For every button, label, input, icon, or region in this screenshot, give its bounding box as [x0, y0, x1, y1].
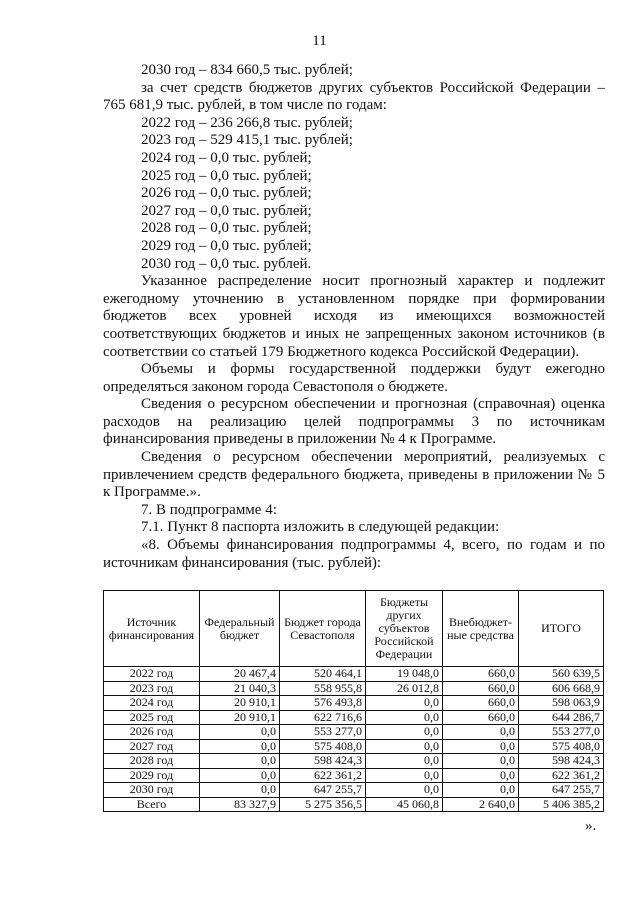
table-row	[104, 681, 604, 696]
value-cell: 560 639,5	[519, 667, 604, 682]
value-cell: 21 040,3	[200, 681, 280, 696]
value-cell: 558 955,8	[280, 681, 366, 696]
value-cell: 553 277,0	[280, 725, 366, 740]
value-cell: 0,0	[443, 754, 519, 769]
value-cell: 598 063,9	[519, 696, 604, 711]
row-label-cell: 2030 год	[104, 783, 200, 798]
paragraph: Сведения о ресурсном обеспечении мероприятий, реализуемых с привлечением средств федерального бюджета, приведены в приложении № 5 к Программе.».	[103, 449, 605, 501]
value-cell: 575 408,0	[280, 739, 366, 754]
row-label-cell: 2023 год	[104, 681, 200, 696]
table-row	[104, 754, 604, 769]
column-header: Федеральный бюджет	[200, 591, 280, 667]
value-cell: 0,0	[443, 783, 519, 798]
paragraph: 2027 год – 0,0 тыс. рублей;	[141, 202, 312, 219]
row-label-cell: 2027 год	[104, 739, 200, 754]
value-cell: 0,0	[443, 768, 519, 783]
value-cell: 0,0	[366, 710, 443, 725]
paragraph: Сведения о ресурсном обеспечении и прогнозная (справочная) оценка расходов на реализацию целей подпрограммы 3 по источникам финансирования приведены в приложении № 4 к Программе.	[103, 396, 605, 448]
paragraph: 2026 год – 0,0 тыс. рублей;	[141, 185, 312, 202]
value-cell: 0,0	[443, 739, 519, 754]
paragraph: «8. Объемы финансирования подпрограммы 4, всего, по годам и по источникам финансирования (тыс. рублей):	[103, 537, 605, 571]
row-label-cell: 2028 год	[104, 754, 200, 769]
value-cell: 606 668,9	[519, 681, 604, 696]
value-cell: 0,0	[200, 754, 280, 769]
row-label-cell: 2024 год	[104, 696, 200, 711]
value-cell: 0,0	[200, 739, 280, 754]
value-cell: 0,0	[366, 754, 443, 769]
row-label-cell: 2025 год	[104, 710, 200, 725]
column-header: Бюджет города Севастополя	[280, 591, 366, 667]
value-cell: 0,0	[443, 725, 519, 740]
paragraph: 2025 год – 0,0 тыс. рублей;	[141, 167, 312, 184]
value-cell: 598 424,3	[280, 754, 366, 769]
paragraph: 2030 год – 834 660,5 тыс. рублей;	[141, 62, 353, 78]
table-body	[104, 667, 604, 812]
paragraph: за счет средств бюджетов других субъектов Российской Федерации – 765 681,9 тыс. рублей, в том числе по годам:	[103, 79, 605, 114]
row-label-cell: Всего	[104, 797, 200, 812]
value-cell: 0,0	[366, 696, 443, 711]
table-row	[104, 739, 604, 754]
value-cell: 520 464,1	[280, 667, 366, 682]
column-header: Внебюджет-ные средства	[443, 591, 519, 667]
column-header: Бюджеты других субъектов Российской Федерации	[366, 591, 443, 667]
value-cell: 622 716,6	[280, 710, 366, 725]
value-cell: 647 255,7	[519, 783, 604, 798]
table-row	[104, 725, 604, 740]
row-label-cell: 2022 год	[104, 667, 200, 682]
paragraph: 2030 год – 0,0 тыс. рублей.	[141, 255, 312, 272]
value-cell: 553 277,0	[519, 725, 604, 740]
paragraph: 7. В подпрограмме 4:	[141, 501, 277, 518]
table-row	[104, 667, 604, 682]
paragraph: 2028 год – 0,0 тыс. рублей;	[141, 220, 312, 237]
value-cell: 622 361,2	[280, 768, 366, 783]
value-cell: 20 467,4	[200, 667, 280, 682]
financing-table	[103, 590, 604, 812]
value-cell: 19 048,0	[366, 667, 443, 682]
paragraph: 2022 год – 236 266,8 тыс. рублей;	[141, 114, 353, 131]
value-cell: 0,0	[366, 739, 443, 754]
value-cell: 660,0	[443, 667, 519, 682]
table-row	[104, 710, 604, 725]
value-cell: 26 012,8	[366, 681, 443, 696]
closing-quote: ».	[585, 818, 597, 834]
value-cell: 0,0	[200, 768, 280, 783]
table-row	[104, 696, 604, 711]
value-cell: 0,0	[366, 725, 443, 740]
value-cell: 660,0	[443, 696, 519, 711]
value-cell: 20 910,1	[200, 710, 280, 725]
paragraph: 2024 год – 0,0 тыс. рублей;	[141, 149, 312, 166]
row-label-cell: 2029 год	[104, 768, 200, 783]
value-cell: 0,0	[366, 783, 443, 798]
value-cell: 5 275 356,5	[280, 797, 366, 812]
table-row	[104, 783, 604, 798]
value-cell: 598 424,3	[519, 754, 604, 769]
paragraph: 2029 год – 0,0 тыс. рублей;	[141, 237, 312, 254]
value-cell: 647 255,7	[280, 783, 366, 798]
value-cell: 622 361,2	[519, 768, 604, 783]
value-cell: 660,0	[443, 710, 519, 725]
value-cell: 576 493,8	[280, 696, 366, 711]
paragraph: 2023 год – 529 415,1 тыс. рублей;	[141, 132, 353, 149]
paragraph: 7.1. Пункт 8 паспорта изложить в следующей редакции:	[141, 519, 500, 536]
value-cell: 5 406 385,2	[519, 797, 604, 812]
column-header: ИТОГО	[519, 591, 604, 667]
table-header-row	[104, 591, 604, 667]
table-row	[104, 768, 604, 783]
page-number: 11	[312, 33, 327, 49]
value-cell: 0,0	[200, 725, 280, 740]
value-cell: 20 910,1	[200, 696, 280, 711]
row-label-cell: 2026 год	[104, 725, 200, 740]
table-row	[104, 797, 604, 812]
value-cell: 0,0	[366, 768, 443, 783]
value-cell: 660,0	[443, 681, 519, 696]
value-cell: 2 640,0	[443, 797, 519, 812]
value-cell: 45 060,8	[366, 797, 443, 812]
paragraph: Объемы и формы государственной поддержки будут ежегодно определяться законом города Севастополя о бюджете.	[103, 361, 605, 395]
paragraph: Указанное распределение носит прогнозный характер и подлежит ежегодному уточнению в установленном порядке при формировании бюджетов всех уровней исходя из имеющихся возможностей соответствующих бюджетов и иных не запрещенных законом источников (в соответствии со статьей 179 Бюджетного кодекса Российской Федерации).	[103, 273, 605, 360]
column-header: Источник финансирования	[104, 591, 200, 667]
financing-table-wrapper	[103, 590, 603, 812]
value-cell: 83 327,9	[200, 797, 280, 812]
value-cell: 575 408,0	[519, 739, 604, 754]
value-cell: 644 286,7	[519, 710, 604, 725]
body-text	[103, 62, 605, 572]
value-cell: 0,0	[200, 783, 280, 798]
